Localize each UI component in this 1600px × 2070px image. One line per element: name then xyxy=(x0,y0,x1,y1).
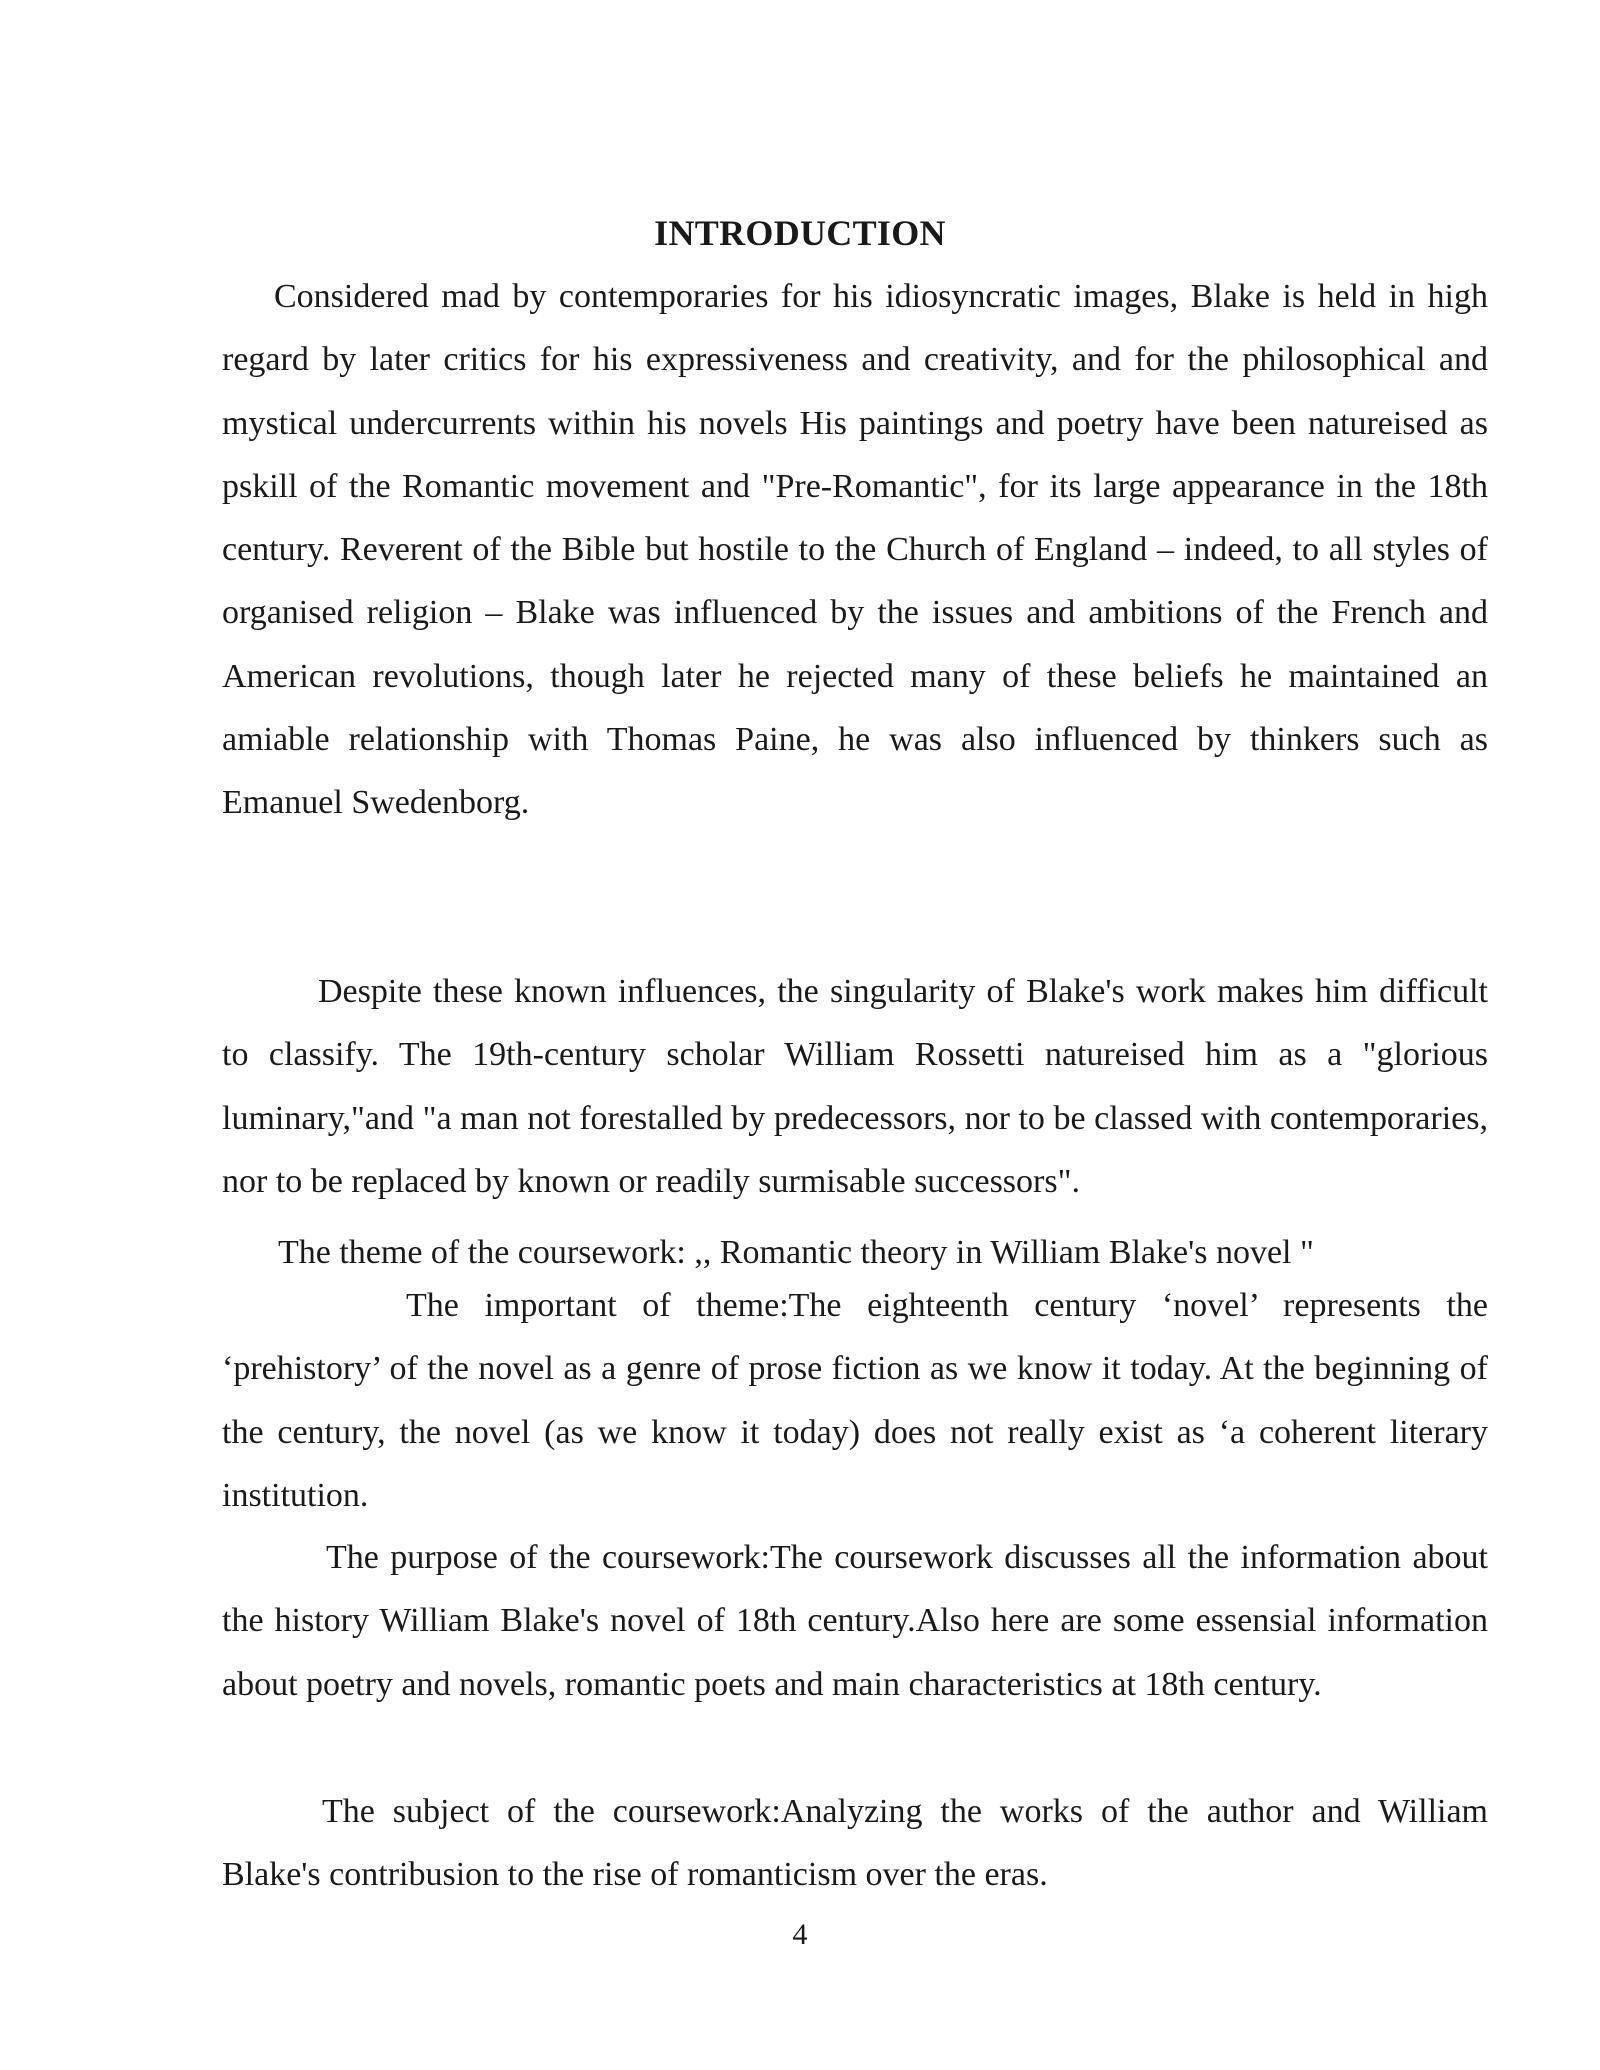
paragraph-text: The subject of the coursework:Analyzing the works of the author and William Blake's contribusion to the rise of romanticism over the eras. xyxy=(222,1793,1488,1894)
paragraph-text: The theme of the coursework: ,, Romantic theory in William Blake's novel " xyxy=(278,1234,1314,1271)
page-number: 4 xyxy=(792,1918,808,1951)
intro-paragraph-2 xyxy=(222,960,1488,1213)
paragraph-text: The important of theme:The eighteenth century ‘novel’ represents the ‘prehistory’ of the novel as a genre of prose fiction as we know it today. At the beginning of the century, the novel (as we know it today) does not really exist as ‘a coherent literary institution. xyxy=(222,1287,1488,1514)
paragraph-text: The purpose of the coursework:The coursework discusses all the information about the history William Blake's novel of 18th century.Also here are some essensial information about poetry and novels, romantic poets and main characteristics at 18th century. xyxy=(222,1539,1488,1703)
coursework-purpose xyxy=(222,1526,1488,1716)
intro-paragraph-1 xyxy=(222,265,1488,835)
coursework-subject xyxy=(222,1780,1488,1907)
importance-of-theme xyxy=(222,1274,1488,1527)
paragraph-text: Considered mad by contemporaries for his idiosyncratic images, Blake is held in high regard by later critics for his expressiveness and creativity, and for the philosophical and mystical undercurrents within his novels His paintings and poetry have been natureised as pskill of the Romantic movement and "Pre-Romantic", for its large appearance in the 18th century. Reverent of the Bible but hostile to the Church of England – indeed, to all styles of organised religion – Blake was influenced by the issues and ambitions of the French and American revolutions, though later he rejected many of these beliefs he maintained an amiable relationship with Thomas Paine, he was also influenced by thinkers such as Emanuel Swedenborg. xyxy=(222,278,1488,822)
paragraph-text: Despite these known influences, the singularity of Blake's work makes him difficult to classify. The 19th-century scholar William Rossetti natureised him as a "glorious luminary,"and "a man not forestalled by predecessors, nor to be classed with contemporaries, nor to be replaced by known or readily surmisable successors". xyxy=(222,973,1488,1200)
page-title: INTRODUCTION xyxy=(654,213,946,253)
